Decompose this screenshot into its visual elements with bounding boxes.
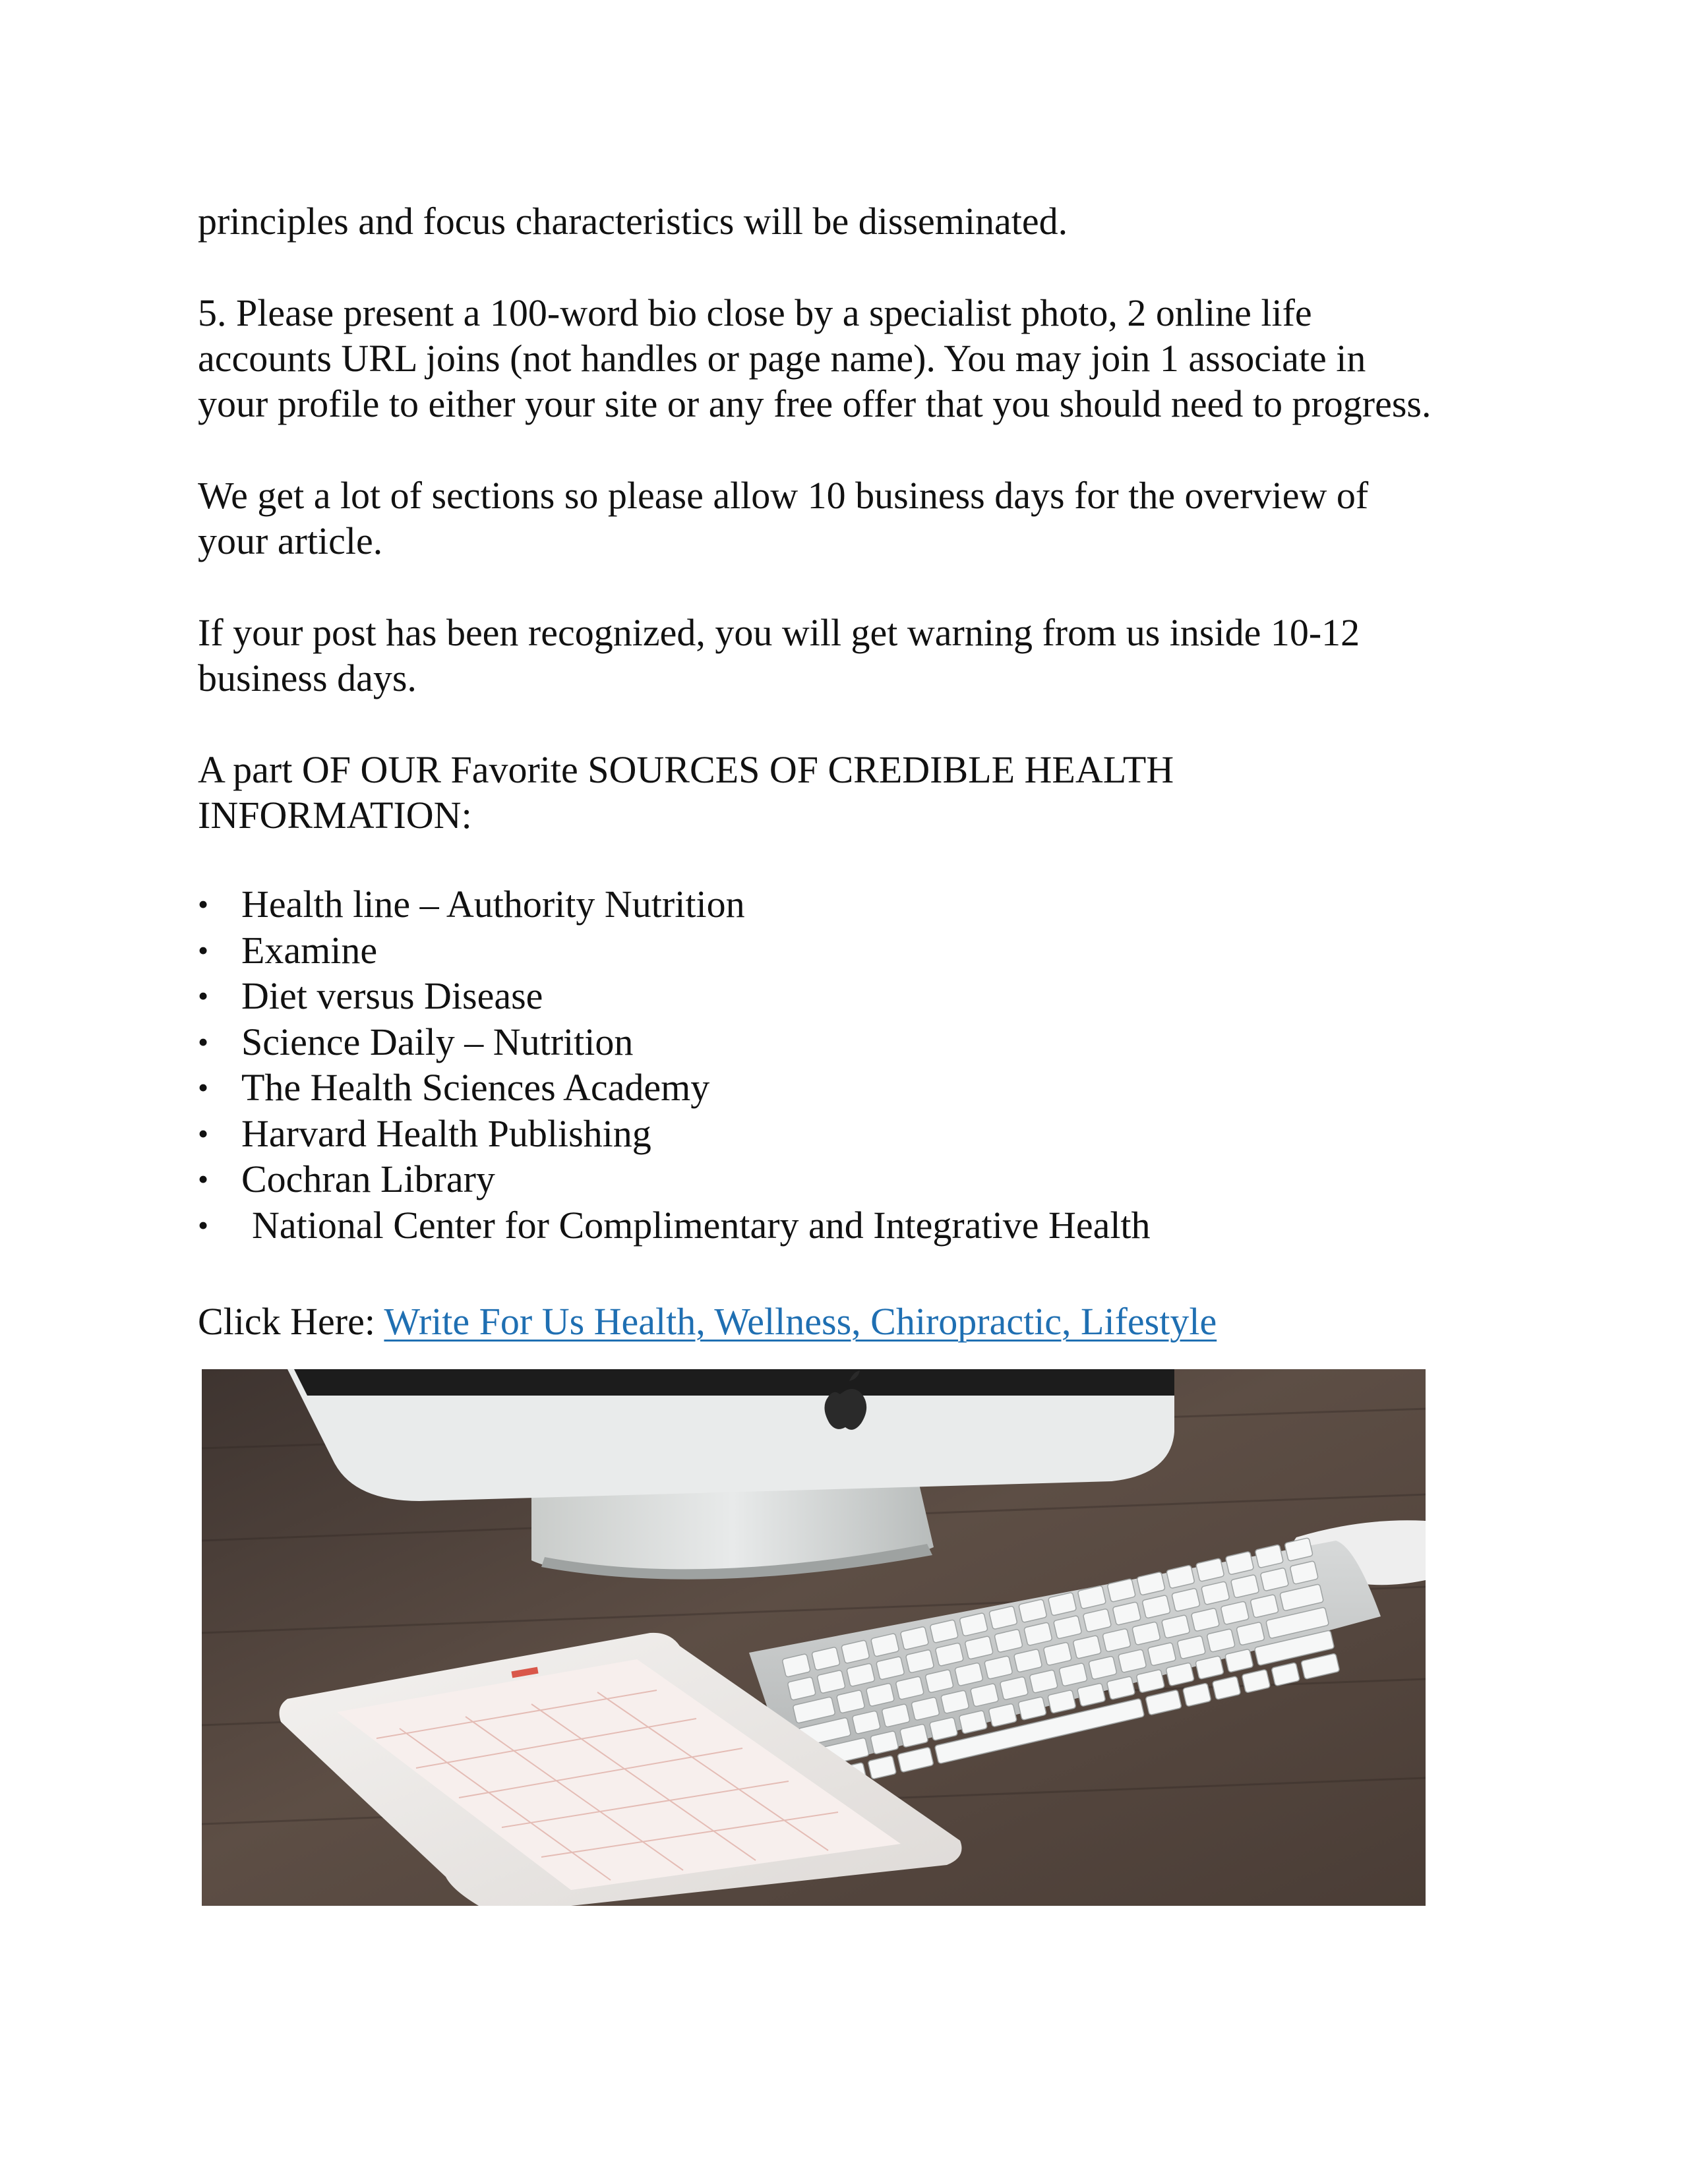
paragraph-bio-line-2: accounts URL joins (not handles or page name). You may join 1 associate in (198, 337, 1366, 380)
paragraph-review-line-1: We get a lot of sections so please allow 10 business days for the overview of (198, 474, 1369, 517)
paragraph-review-line-2: your article. (198, 519, 383, 562)
write-for-us-link[interactable]: Write For Us Health, Wellness, Chiropractic, Lifestyle (384, 1300, 1217, 1343)
list-item: • The Health Sciences Academy (198, 1065, 1151, 1111)
paragraph-accepted-line-2: business days. (198, 657, 417, 699)
list-item: • Diet versus Disease (198, 973, 1151, 1019)
cta-prefix: Click Here: (198, 1300, 384, 1343)
paragraph-bio-line-1: 5. Please present a 100-word bio close by a specialist photo, 2 online life (198, 291, 1312, 334)
list-item: • Harvard Health Publishing (198, 1111, 1151, 1157)
paragraph-bio-line-3: your profile to either your site or any free offer that you should need to progress. (198, 382, 1432, 425)
sources-heading-line-2: INFORMATION: (198, 794, 472, 837)
paragraph-accepted-line-1: If your post has been recognized, you will get warning from us inside 10-12 (198, 611, 1360, 654)
list-item: • Science Daily – Nutrition (198, 1019, 1151, 1065)
workspace-photo (202, 1369, 1426, 1906)
sources-heading-line-1: A part OF OUR Favorite SOURCES OF CREDIBLE HEALTH (198, 748, 1174, 791)
call-to-action (198, 1299, 1517, 1344)
list-item: • Cochran Library (198, 1156, 1151, 1202)
paragraph-principles: principles and focus characteristics will be disseminated. (198, 200, 1068, 243)
list-item: • National Center for Complimentary and Integrative Health (198, 1202, 1151, 1249)
sources-list (198, 881, 1151, 1248)
list-item: • Examine (198, 928, 1151, 974)
list-item: • Health line – Authority Nutrition (198, 881, 1151, 928)
